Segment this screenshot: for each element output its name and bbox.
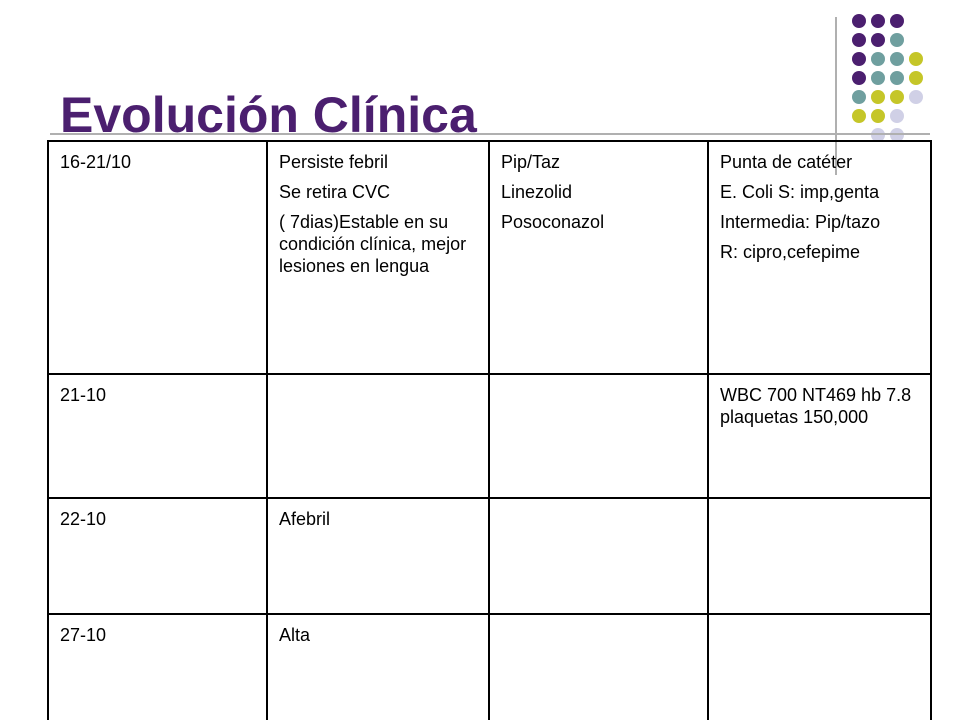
decorative-dot [852,71,866,85]
cell-text-line: Persiste febril [279,152,389,172]
lab-results-cell [708,498,931,614]
lab-results-cell [708,141,931,374]
table-row [48,141,931,374]
decorative-dot [890,90,904,104]
decorative-dot [871,52,885,66]
cell-text-line: 21-10 [60,385,107,405]
clinical-status-cell [267,498,489,614]
clinical-status-cell [267,614,489,720]
decorative-dot [852,90,866,104]
lab-results-cell [708,374,931,498]
decorative-dot [890,33,904,47]
table-row [48,614,931,720]
decorative-dot [852,33,866,47]
cell-text-line: Linezolid [501,182,573,202]
cell-text-line: Afebril [279,509,331,529]
cell-text-line: 27-10 [60,625,107,645]
treatment-cell [489,614,708,720]
cell-text-line: Posoconazol [501,212,605,232]
decorative-dot [871,71,885,85]
decorative-dot [890,52,904,66]
decorative-dot [852,52,866,66]
decorative-dot [909,52,923,66]
date-cell [48,141,267,374]
treatment-cell [489,141,708,374]
cell-text-line: ( 7dias)Estable en su condición clínica, mejor lesiones en lengua [279,212,467,276]
decorative-dot [909,90,923,104]
cell-text-line: Punta de catéter [720,152,853,172]
slide-title: Evolución Clínica [60,87,477,143]
cell-text-line: Intermedia: Pip/tazo [720,212,881,232]
decorative-dot [871,33,885,47]
clinical-status-cell [267,141,489,374]
table-row [48,374,931,498]
clinical-status-cell [267,374,489,498]
date-cell [48,614,267,720]
decorative-dot [890,109,904,123]
cell-text-line: E. Coli S: imp,genta [720,182,880,202]
date-cell [48,498,267,614]
decorative-dot [852,14,866,28]
decorative-dot [871,109,885,123]
cell-text-line: Alta [279,625,311,645]
cell-text-line: 16-21/10 [60,152,132,172]
cell-text-line: Pip/Taz [501,152,561,172]
cell-text-line: R: cipro,cefepime [720,242,861,262]
decorative-dot [890,14,904,28]
decorative-dot [890,71,904,85]
clinical-evolution-table [47,140,932,720]
cell-text-line: WBC 700 NT469 hb 7.8 plaquetas 150,000 [720,385,912,427]
decorative-dot [852,109,866,123]
cell-text-line: Se retira CVC [279,182,391,202]
decorative-dot [871,90,885,104]
lab-results-cell [708,614,931,720]
table-row [48,498,931,614]
cell-text-line: 22-10 [60,509,107,529]
decorative-dot [909,71,923,85]
treatment-cell [489,374,708,498]
treatment-cell [489,498,708,614]
date-cell [48,374,267,498]
decorative-dot [871,14,885,28]
